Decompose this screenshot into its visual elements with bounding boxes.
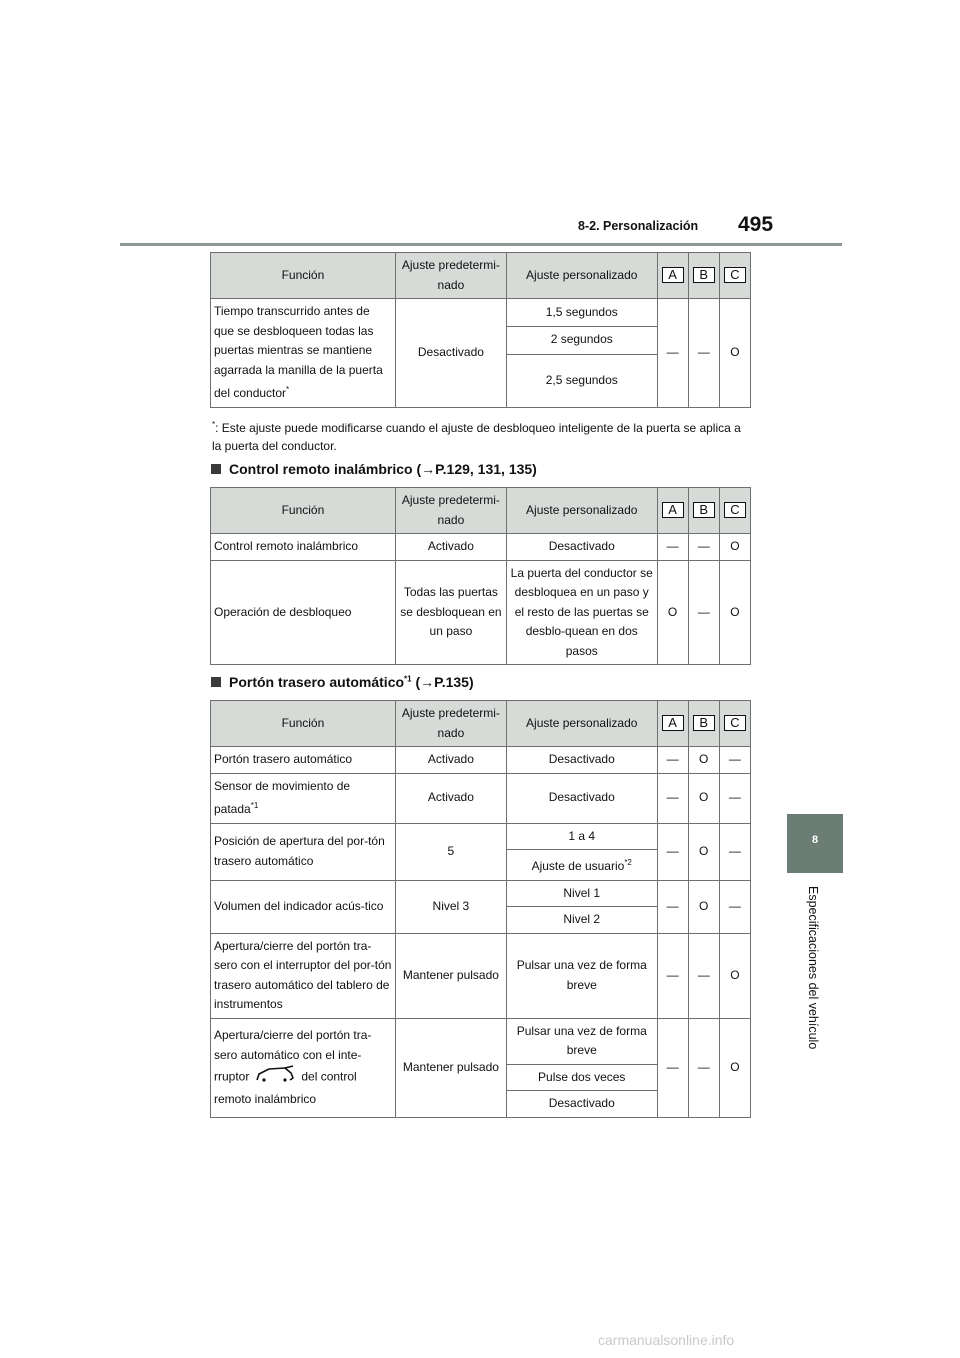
custom-option: Pulse dos veces	[506, 1064, 657, 1091]
mark-b: —	[688, 560, 719, 665]
header-b	[688, 701, 719, 747]
mark-b: O	[688, 880, 719, 933]
bullet-square	[211, 677, 221, 687]
letter-c-box: C	[724, 502, 746, 518]
table-row	[211, 880, 751, 907]
custom-option: 1,5 segundos	[506, 299, 657, 327]
table-row	[211, 933, 751, 1018]
mark-a: O	[657, 560, 688, 665]
table-row	[211, 299, 751, 327]
letter-b-box: B	[693, 267, 715, 283]
letter-b-box: B	[693, 715, 715, 731]
function-cell: Control remoto inalámbrico	[211, 534, 396, 561]
custom-cell: Desactivado	[506, 747, 657, 774]
custom-option: Desactivado	[506, 1091, 657, 1118]
mark-a: —	[657, 773, 688, 823]
custom-cell: Pulsar una vez de forma breve	[506, 933, 657, 1018]
function-cell: Operación de desbloqueo	[211, 560, 396, 665]
default-cell: Mantener pulsado	[395, 933, 506, 1018]
custom-cell: Desactivado	[506, 773, 657, 823]
custom-option: 2,5 segundos	[506, 354, 657, 407]
chapter-number: 8	[811, 834, 819, 846]
custom-option: Pulsar una vez de forma breve	[506, 1018, 657, 1064]
default-cell: Todas las puertas se desbloquean en un paso	[395, 560, 506, 665]
table-row	[211, 773, 751, 823]
arrow-icon: →	[421, 461, 436, 477]
mark-c: O	[719, 933, 750, 1018]
heading-wireless-remote: Control remoto inalámbrico (→P.129, 131, 135)	[211, 461, 537, 477]
header-c	[719, 488, 750, 534]
footnote-mark: *	[212, 420, 216, 429]
letter-a-box: A	[662, 502, 684, 518]
header-custom: Ajuste personalizado	[506, 488, 657, 534]
header-custom: Ajuste personalizado	[506, 701, 657, 747]
default-cell: Activado	[395, 747, 506, 774]
footnote-mark: *1	[250, 801, 259, 810]
custom-option: Nivel 1	[506, 880, 657, 907]
footnote-mark: *1	[404, 674, 412, 684]
mark-c: O	[719, 560, 750, 665]
header-a	[657, 701, 688, 747]
mark-a: —	[657, 933, 688, 1018]
function-cell: Apertura/cierre del portón tra-sero automático con el inte-rruptor del control remoto inalámbrico	[211, 1018, 396, 1117]
custom-option: 2 segundos	[506, 326, 657, 354]
letter-c-box: C	[724, 715, 746, 731]
table-row	[211, 1018, 751, 1064]
table-header-row	[211, 488, 751, 534]
default-cell: 5	[395, 823, 506, 880]
table-door-unlock-delay	[210, 252, 751, 408]
default-cell: Mantener pulsado	[395, 1018, 506, 1117]
table-row	[211, 560, 751, 665]
mark-c: O	[719, 1018, 750, 1117]
footnote-mark: *	[286, 385, 290, 394]
function-cell: Apertura/cierre del portón tra-sero con el interruptor del por-tón trasero automático del tablero de instrumentos	[211, 933, 396, 1018]
header-default: Ajuste predetermi-nado	[395, 253, 506, 299]
table-wireless-remote	[210, 487, 751, 665]
header-custom: Ajuste personalizado	[506, 253, 657, 299]
mark-a: —	[657, 534, 688, 561]
mark-a: —	[657, 880, 688, 933]
header-b	[688, 253, 719, 299]
header-funcion: Función	[211, 488, 396, 534]
header-funcion: Función	[211, 253, 396, 299]
mark-c: —	[719, 823, 750, 880]
watermark: carmanualsonline.info	[598, 1332, 735, 1348]
letter-c-box: C	[724, 267, 746, 283]
default-cell: Activado	[395, 773, 506, 823]
function-cell: Posición de apertura del por-tón trasero automático	[211, 823, 396, 880]
bullet-square	[211, 464, 221, 474]
header-rule	[120, 243, 842, 246]
page-number: 495	[738, 213, 774, 236]
mark-b: O	[688, 747, 719, 774]
mark-b: O	[688, 823, 719, 880]
mark-b: —	[688, 299, 719, 408]
header-a	[657, 253, 688, 299]
custom-cell: La puerta del conductor se desbloquea en un paso y el resto de las puertas se desblo-quean en dos pasos	[506, 560, 657, 665]
header-funcion: Función	[211, 701, 396, 747]
mark-c: —	[719, 880, 750, 933]
function-cell: Portón trasero automático	[211, 747, 396, 774]
letter-b-box: B	[693, 502, 715, 518]
mark-b: —	[688, 933, 719, 1018]
mark-a: —	[657, 823, 688, 880]
custom-option: Nivel 2	[506, 907, 657, 934]
car-tailgate-icon	[255, 1065, 295, 1090]
mark-c: —	[719, 773, 750, 823]
header-a	[657, 488, 688, 534]
table-row	[211, 747, 751, 774]
header-b	[688, 488, 719, 534]
header-default: Ajuste predetermi-nado	[395, 701, 506, 747]
mark-c: O	[719, 534, 750, 561]
heading-power-tailgate: Portón trasero automático$^{*1}$ (→P.135)	[211, 674, 474, 690]
mark-c: —	[719, 747, 750, 774]
footnote-mark: *2	[624, 858, 632, 867]
table-header-row	[211, 253, 751, 299]
function-cell: Tiempo transcurrido antes de que se desbloqueen todas las puertas mientras se mantiene agarrada la manilla de la puerta del conductor*	[211, 299, 396, 408]
default-cell: Activado	[395, 534, 506, 561]
default-cell: Desactivado	[395, 299, 506, 408]
table-row	[211, 534, 751, 561]
default-cell: Nivel 3	[395, 880, 506, 933]
mark-a: —	[657, 299, 688, 408]
function-cell: Volumen del indicador acús-tico	[211, 880, 396, 933]
table-row	[211, 823, 751, 850]
mark-b: —	[688, 1018, 719, 1117]
mark-c: O	[719, 299, 750, 408]
chapter-label: Especificaciones del vehículo	[806, 886, 820, 1050]
custom-option: Ajuste de usuario$^{*2}$	[506, 850, 657, 881]
custom-cell: Desactivado	[506, 534, 657, 561]
letter-a-box: A	[662, 715, 684, 731]
table-header-row	[211, 701, 751, 747]
section-title: 8-2. Personalización	[578, 219, 699, 233]
header-c	[719, 701, 750, 747]
header-default: Ajuste predetermi-nado	[395, 488, 506, 534]
mark-b: —	[688, 534, 719, 561]
function-cell: Sensor de movimiento de patada$^{*1}$	[211, 773, 396, 823]
header-c	[719, 253, 750, 299]
custom-option: 1 a 4	[506, 823, 657, 850]
letter-a-box: A	[662, 267, 684, 283]
mark-a: —	[657, 747, 688, 774]
arrow-icon: →	[420, 674, 435, 690]
table-power-tailgate	[210, 700, 751, 1118]
mark-b: O	[688, 773, 719, 823]
mark-a: —	[657, 1018, 688, 1117]
footnote: *: Este ajuste puede modificarse cuando el ajuste de desbloqueo inteligente de la puerta se aplica a la puerta del conductor.	[212, 420, 741, 453]
